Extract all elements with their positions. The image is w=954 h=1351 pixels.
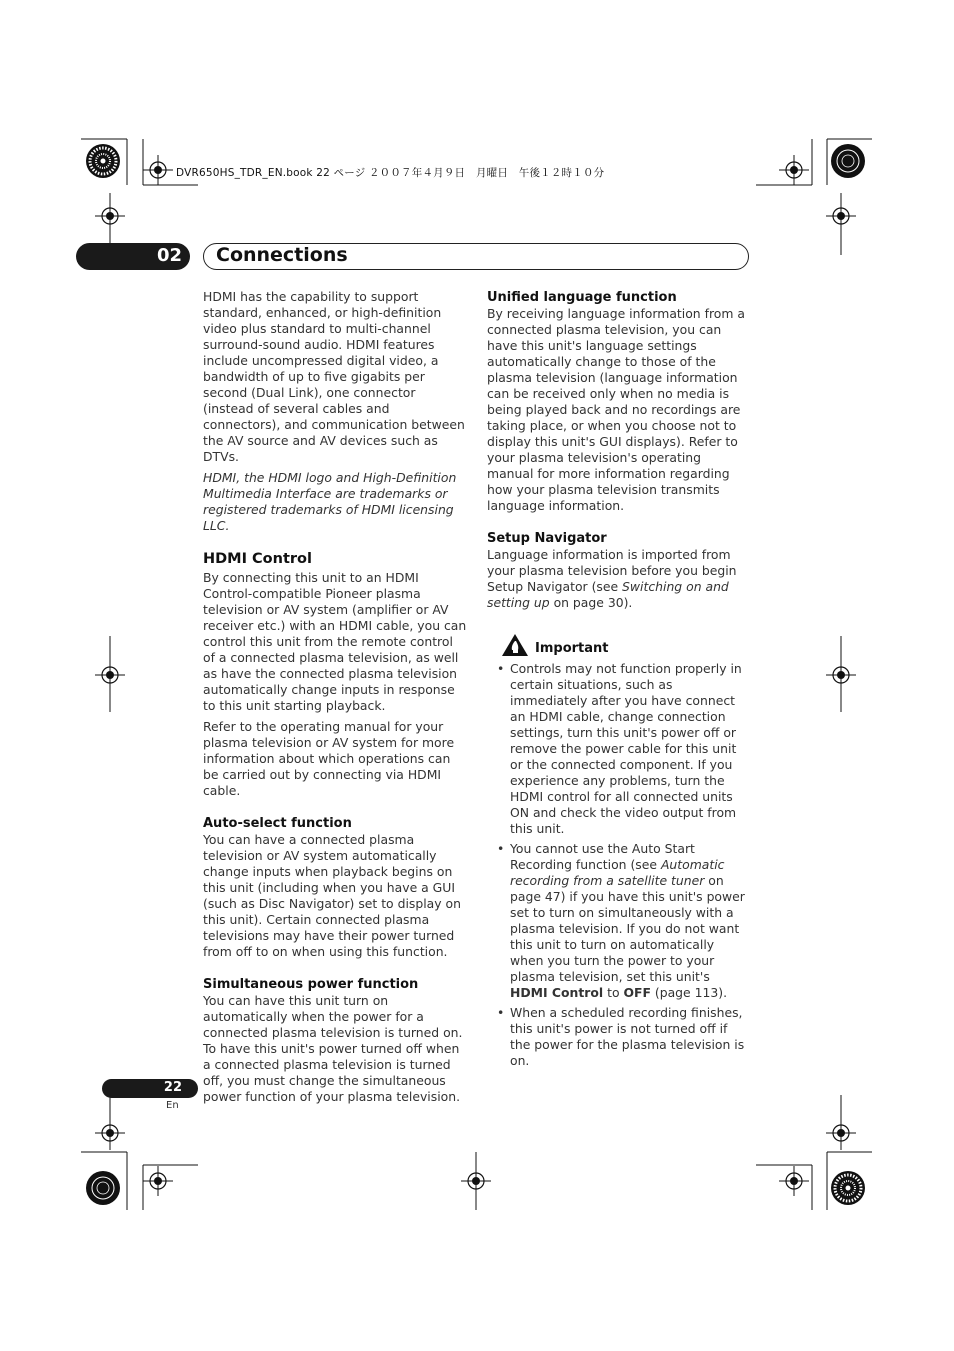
register-target-icon [779, 1166, 809, 1196]
hdmi-control-paragraph: By connecting this unit to an HDMI Control-compatible Pioneer plasma television or AV system (amplifier or AV receiver etc.) with an HDMI cable, you can control this unit from the remote control of a connected plasma television, as well as have the connected plasma television automatically change inputs in response to this unit starting playback. [203, 570, 467, 713]
starburst-register-icon [830, 1170, 866, 1206]
section-title: Connections [216, 244, 348, 266]
register-target-icon [826, 660, 856, 690]
unified-language-heading: Unified language function [487, 290, 677, 305]
hdmi-control-setting: HDMI Control [510, 985, 604, 1000]
simultaneous-power-heading: Simultaneous power function [203, 977, 419, 992]
right-column [487, 289, 749, 1073]
auto-select-paragraph: You can have a connected plasma television or AV system automatically change inputs when playback begins on this unit (including when you have a GUI (such as Disc Navigator) set to display on this unit). Certain connected plasma televisions may have their power turned from off to on when using this function. [203, 832, 461, 959]
setup-navigator-heading: Setup Navigator [487, 531, 607, 546]
register-target-icon [461, 1166, 491, 1196]
hdmi-control-heading: HDMI Control [203, 551, 312, 567]
important-label: Important [535, 641, 609, 656]
important-heading [501, 633, 749, 657]
setup-text-b: on page 30). [549, 595, 633, 610]
section-header [203, 243, 749, 270]
list-item: • When a scheduled recording finishes, this unit's power is not turned off if the power for the plasma television is on. [510, 1005, 749, 1069]
register-target-icon [143, 155, 173, 185]
bullet2-text-d: (page 113). [650, 985, 728, 1000]
starburst-register-icon [85, 1170, 121, 1206]
setup-navigator-paragraph [487, 547, 749, 611]
starburst-register-icon [830, 143, 866, 179]
bullet2-text-b: on page 47) if you have this unit's power set to turn on simultaneously with a plasma television. If you do not want this unit to turn on automatically when you turn the power to your plasma television, set this unit's [510, 873, 745, 984]
hdmi-control-refer-paragraph: Refer to the operating manual for your plasma television or AV system for more information about which operations can be carried out by connecting via HDMI cable. [203, 719, 455, 798]
chapter-badge [76, 243, 190, 270]
bullet2-text-c: to [603, 985, 624, 1000]
print-header: DVR650HS_TDR_EN.book 22 ページ ２００７年４月９日 月曜日 午後１２時１０分 [176, 167, 605, 179]
register-target-icon [95, 660, 125, 690]
register-target-icon [143, 1166, 173, 1196]
simultaneous-power-paragraph: You can have this unit turn on automatically when the power for a connected plasma television is turned on. To have this unit's power turned off when a connected plasma television is turned off, you must change the simultaneous power function of your plasma television. [203, 993, 463, 1104]
auto-select-heading: Auto-select function [203, 816, 352, 831]
register-target-icon [826, 201, 856, 231]
chapter-number: 02 [156, 245, 182, 266]
left-column [203, 289, 467, 1110]
important-warning-icon [501, 633, 529, 657]
unified-language-paragraph: By receiving language information from a connected plasma television, you can have this unit's language settings automatically change to those of the plasma television (language information can be received only when no media is being played back and no recordings are taking place, or when you choose not to display this unit's GUI displays). Refer to your plasma television's operating manual for more information regarding how your plasma television transmits language information. [487, 306, 745, 513]
off-setting: OFF [623, 985, 651, 1000]
list-item [510, 841, 749, 1001]
page-language: En [166, 1100, 179, 1111]
setup-page-reference: Switching on and setting up [487, 579, 729, 610]
page-number: 22 [163, 1080, 182, 1095]
register-target-icon [779, 155, 809, 185]
starburst-register-icon [85, 143, 121, 179]
bullet2-text-a: You cannot use the Auto Start Recording function (see [510, 841, 695, 872]
page-number-tab [102, 1079, 198, 1098]
setup-text-a: Language information is imported from your plasma television before you begin Setup Navigator (see [487, 547, 737, 594]
bullet2-reference: Automatic recording from a satellite tuner [510, 857, 725, 888]
list-item: • Controls may not function properly in certain situations, such as immediately after you have connect an HDMI cable, change connection settings, turn this unit's power off or remove the power cable for this unit or the connected component. If you experience any problems, turn the HDMI control for all connected units ON and check the video output from this unit. [510, 661, 749, 837]
register-target-icon [826, 1118, 856, 1148]
register-target-icon [95, 201, 125, 231]
register-target-icon [95, 1118, 125, 1148]
hdmi-intro-paragraph: HDMI has the capability to support standard, enhanced, or high-definition video plus standard to multi-channel surround-sound audio. HDMI features include uncompressed digital video, a bandwidth of up to five gigabits per second (Dual Link), one connector (instead of several cables and connectors), and communication between the AV source and AV devices such as DTVs. [203, 289, 465, 464]
trademark-notice: HDMI, the HDMI logo and High-Definition Multimedia Interface are trademarks or registered trademarks of HDMI licensing LLC. [203, 470, 457, 533]
important-list [487, 661, 749, 1069]
